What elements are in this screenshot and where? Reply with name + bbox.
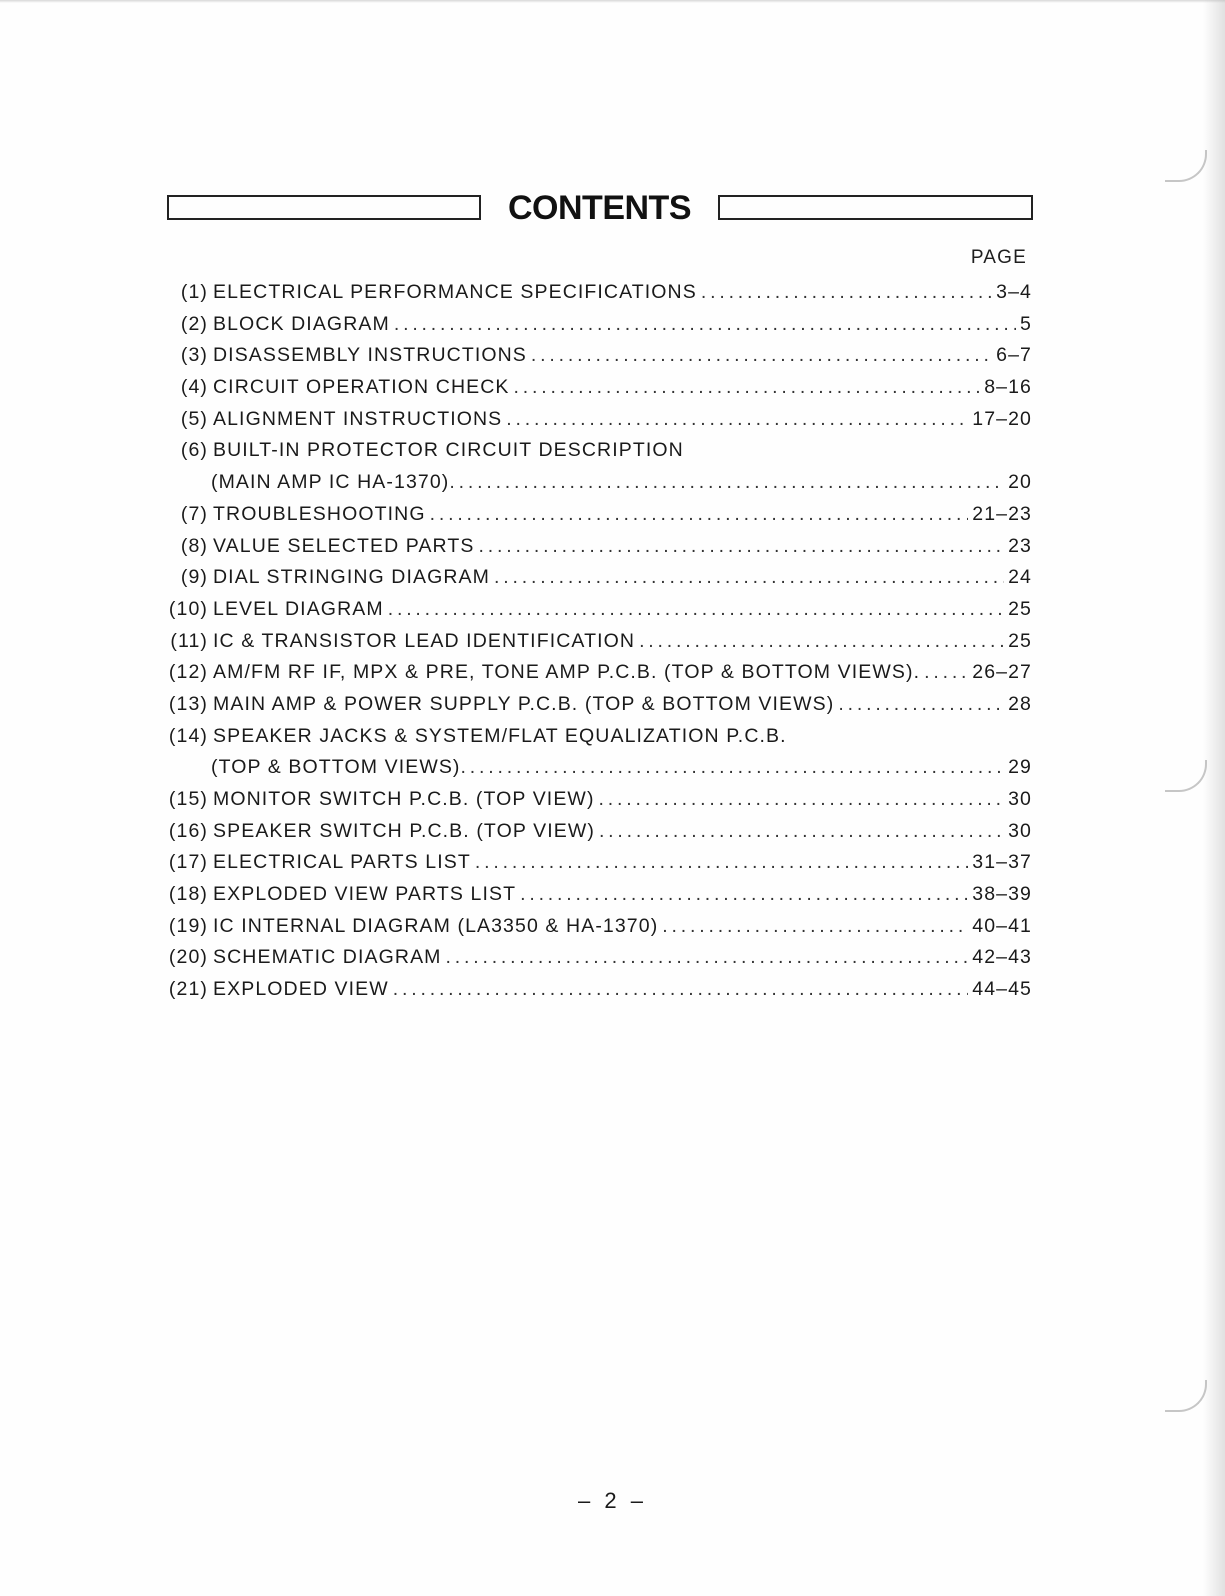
dot-leader	[924, 657, 968, 689]
toc-entry-line	[213, 942, 1032, 974]
toc-entry-line	[213, 626, 1032, 658]
dot-leader	[662, 911, 968, 943]
dot-leader	[461, 752, 1005, 784]
dot-leader	[449, 467, 1004, 499]
dot-leader	[639, 626, 1004, 658]
toc-entry-number: (15)	[168, 788, 208, 810]
toc-entry-continuation	[162, 467, 1032, 499]
toc-entry-line	[213, 847, 1032, 879]
toc-entry-page: 8–16	[984, 376, 1032, 399]
toc-entry-page: 25	[1008, 597, 1032, 620]
toc-entry-page: 6–7	[996, 344, 1032, 367]
toc-entry-title-continuation: (TOP & BOTTOM VIEWS)	[211, 756, 461, 779]
toc-entry-page: 40–41	[972, 914, 1032, 937]
page-number: – 2 –	[578, 1488, 647, 1513]
dot-leader	[430, 499, 969, 531]
toc-entry-title: LEVEL DIAGRAM	[213, 597, 384, 620]
toc-entry-title: ELECTRICAL PERFORMANCE SPECIFICATIONS	[213, 281, 697, 303]
toc-entry-line	[213, 499, 1032, 531]
toc-entry-number: (8)	[180, 534, 208, 557]
toc-entry-number: (1)	[180, 281, 208, 303]
toc-entry-page: 31–37	[972, 851, 1032, 874]
toc-entry	[162, 689, 1032, 721]
toc-entry-title: MAIN AMP & POWER SUPPLY P.C.B. (TOP & BOTTOM VIEWS)	[213, 692, 835, 715]
toc-entry-page: 3–4	[996, 281, 1032, 303]
toc-entry-page: 42–43	[972, 946, 1032, 969]
toc-entry-number: (7)	[180, 502, 208, 525]
dot-leader	[393, 974, 969, 1006]
dot-leader	[446, 942, 969, 974]
toc-entry-line	[213, 404, 1032, 436]
toc-entry-number: (19)	[168, 914, 208, 937]
toc-entry	[162, 435, 1032, 467]
dot-leader	[475, 847, 968, 879]
toc-entry-page: 26–27	[972, 661, 1032, 684]
toc-entry-page: 38–39	[972, 883, 1032, 906]
toc-entry-number: (11)	[170, 629, 208, 652]
heading-rule-box-left	[167, 195, 481, 220]
toc-entry-line	[213, 562, 1032, 594]
toc-entry-page: 5	[1020, 312, 1032, 335]
dot-leader	[394, 309, 1016, 341]
toc-entry-line	[213, 594, 1032, 626]
toc-entry-page: 21–23	[972, 502, 1032, 525]
dot-leader	[506, 404, 968, 436]
toc-entry-page: 30	[1008, 788, 1032, 810]
page-column-label: PAGE	[970, 247, 1027, 268]
toc-entry-number: (13)	[168, 692, 208, 715]
toc-entry	[162, 309, 1032, 341]
toc-entry-line	[213, 911, 1032, 943]
toc-entry-number: (2)	[180, 312, 208, 335]
toc-entry-title: ALIGNMENT INSTRUCTIONS	[213, 407, 503, 430]
toc-entry-line	[213, 340, 1032, 372]
toc-entry-page: 44–45	[972, 978, 1032, 1001]
toc-entry	[162, 847, 1032, 879]
toc-entry-number: (10)	[168, 597, 208, 620]
toc-entry-page: 24	[1008, 566, 1032, 589]
toc-entry	[162, 594, 1032, 626]
toc-entry-title: IC INTERNAL DIAGRAM (LA3350 & HA-1370)	[213, 914, 659, 937]
heading-rule-box-right	[718, 195, 1033, 220]
toc-entry-title: VALUE SELECTED PARTS	[213, 534, 475, 557]
toc-entry-title: SPEAKER JACKS & SYSTEM/FLAT EQUALIZATION P.C.B.	[213, 724, 787, 747]
toc-entry	[162, 816, 1032, 848]
toc-entry-line	[213, 816, 1032, 848]
toc-entry-number: (5)	[180, 407, 208, 430]
toc-entry-number: (21)	[168, 978, 208, 1001]
paper-top-edge	[0, 0, 1225, 3]
toc-entry-line	[211, 752, 1032, 784]
toc-entry-title: BUILT-IN PROTECTOR CIRCUIT DESCRIPTION	[213, 439, 684, 462]
toc-entry	[162, 974, 1032, 1006]
toc-entry-title: ELECTRICAL PARTS LIST	[213, 851, 471, 874]
dot-leader	[838, 689, 1004, 721]
toc-entry-line	[213, 435, 1032, 467]
toc-entry-line	[213, 721, 1032, 753]
toc-entry	[162, 626, 1032, 658]
dot-leader	[599, 816, 1004, 848]
toc-entry-title-continuation: (MAIN AMP IC HA-1370)	[211, 471, 450, 494]
toc-entry-page: 30	[1008, 819, 1032, 842]
toc-entry-page: 23	[1008, 534, 1032, 557]
toc-entry-title: CIRCUIT OPERATION CHECK	[213, 376, 510, 399]
toc-entry-line	[213, 784, 1032, 816]
toc-entry	[162, 657, 1032, 689]
toc-entry-number: (16)	[168, 819, 208, 842]
toc-entry-number: (9)	[180, 566, 208, 589]
toc-entry-title: SPEAKER SWITCH P.C.B. (TOP VIEW)	[213, 819, 595, 842]
toc-entry-number: (20)	[168, 946, 208, 969]
toc-entry-line	[213, 689, 1032, 721]
toc-entry-title: DIAL STRINGING DIAGRAM	[213, 566, 491, 589]
toc-entry	[162, 942, 1032, 974]
toc-entry-line	[211, 467, 1032, 499]
toc-entry	[162, 404, 1032, 436]
contents-heading	[167, 186, 1033, 232]
toc-entry-page: 29	[1008, 756, 1032, 779]
toc-entry-number: (12)	[168, 661, 208, 684]
dot-leader	[479, 531, 1005, 563]
toc-entry-continuation	[162, 752, 1032, 784]
dot-leader	[520, 879, 968, 911]
toc-entry	[162, 721, 1032, 753]
toc-entry	[162, 372, 1032, 404]
toc-entry-line	[213, 531, 1032, 563]
toc-entry-title: EXPLODED VIEW	[213, 978, 389, 1001]
toc-entry	[162, 277, 1032, 309]
paper-right-edge	[1203, 0, 1225, 1596]
toc-entry-title: MONITOR SWITCH P.C.B. (TOP VIEW)	[213, 788, 595, 810]
toc-entry-line	[213, 974, 1032, 1006]
dot-leader	[701, 277, 992, 309]
toc-entry-page: 20	[1008, 471, 1032, 494]
toc-entry-title: IC & TRANSISTOR LEAD IDENTIFICATION	[213, 629, 636, 652]
dot-leader	[531, 340, 992, 372]
binder-hole-mark	[1165, 760, 1207, 792]
toc-entry-title: SCHEMATIC DIAGRAM	[213, 946, 442, 969]
toc-entry-line	[213, 372, 1032, 404]
toc-entry	[162, 784, 1032, 816]
toc-entry-line	[213, 309, 1032, 341]
toc-entry-title: EXPLODED VIEW PARTS LIST	[213, 883, 517, 906]
toc-entry-title: DISASSEMBLY INSTRUCTIONS	[213, 344, 527, 367]
dot-leader	[599, 784, 1005, 816]
page-title: CONTENTS	[508, 189, 691, 227]
toc-entry-number: (3)	[180, 344, 208, 367]
toc-entry	[162, 879, 1032, 911]
toc-entry	[162, 340, 1032, 372]
toc-entry	[162, 911, 1032, 943]
toc-entry-title: BLOCK DIAGRAM	[213, 312, 390, 335]
toc-entry-number: (4)	[180, 376, 208, 399]
toc-entry-line	[213, 657, 1032, 689]
toc-entry-title: TROUBLESHOOTING	[213, 502, 426, 525]
toc-entry-page: 17–20	[972, 407, 1032, 430]
dot-leader	[494, 562, 1004, 594]
toc-entry-line	[213, 277, 1032, 309]
toc-entry-page: 28	[1008, 692, 1032, 715]
toc-entry-title: AM/FM RF IF, MPX & PRE, TONE AMP P.C.B. (TOP & BOTTOM VIEWS).	[213, 661, 921, 684]
toc-entry	[162, 499, 1032, 531]
binder-hole-mark	[1165, 150, 1207, 182]
dot-leader	[388, 594, 1004, 626]
toc-entry-number: (6)	[180, 439, 208, 462]
toc-entry-number: (17)	[168, 851, 208, 874]
toc-entry	[162, 531, 1032, 563]
table-of-contents	[162, 277, 1032, 1006]
toc-entry	[162, 562, 1032, 594]
dot-leader	[514, 372, 981, 404]
binder-hole-mark	[1165, 1380, 1207, 1412]
toc-entry-number: (14)	[168, 724, 208, 747]
toc-entry-number: (18)	[168, 883, 208, 906]
toc-entry-page: 25	[1008, 629, 1032, 652]
toc-entry-line	[213, 879, 1032, 911]
